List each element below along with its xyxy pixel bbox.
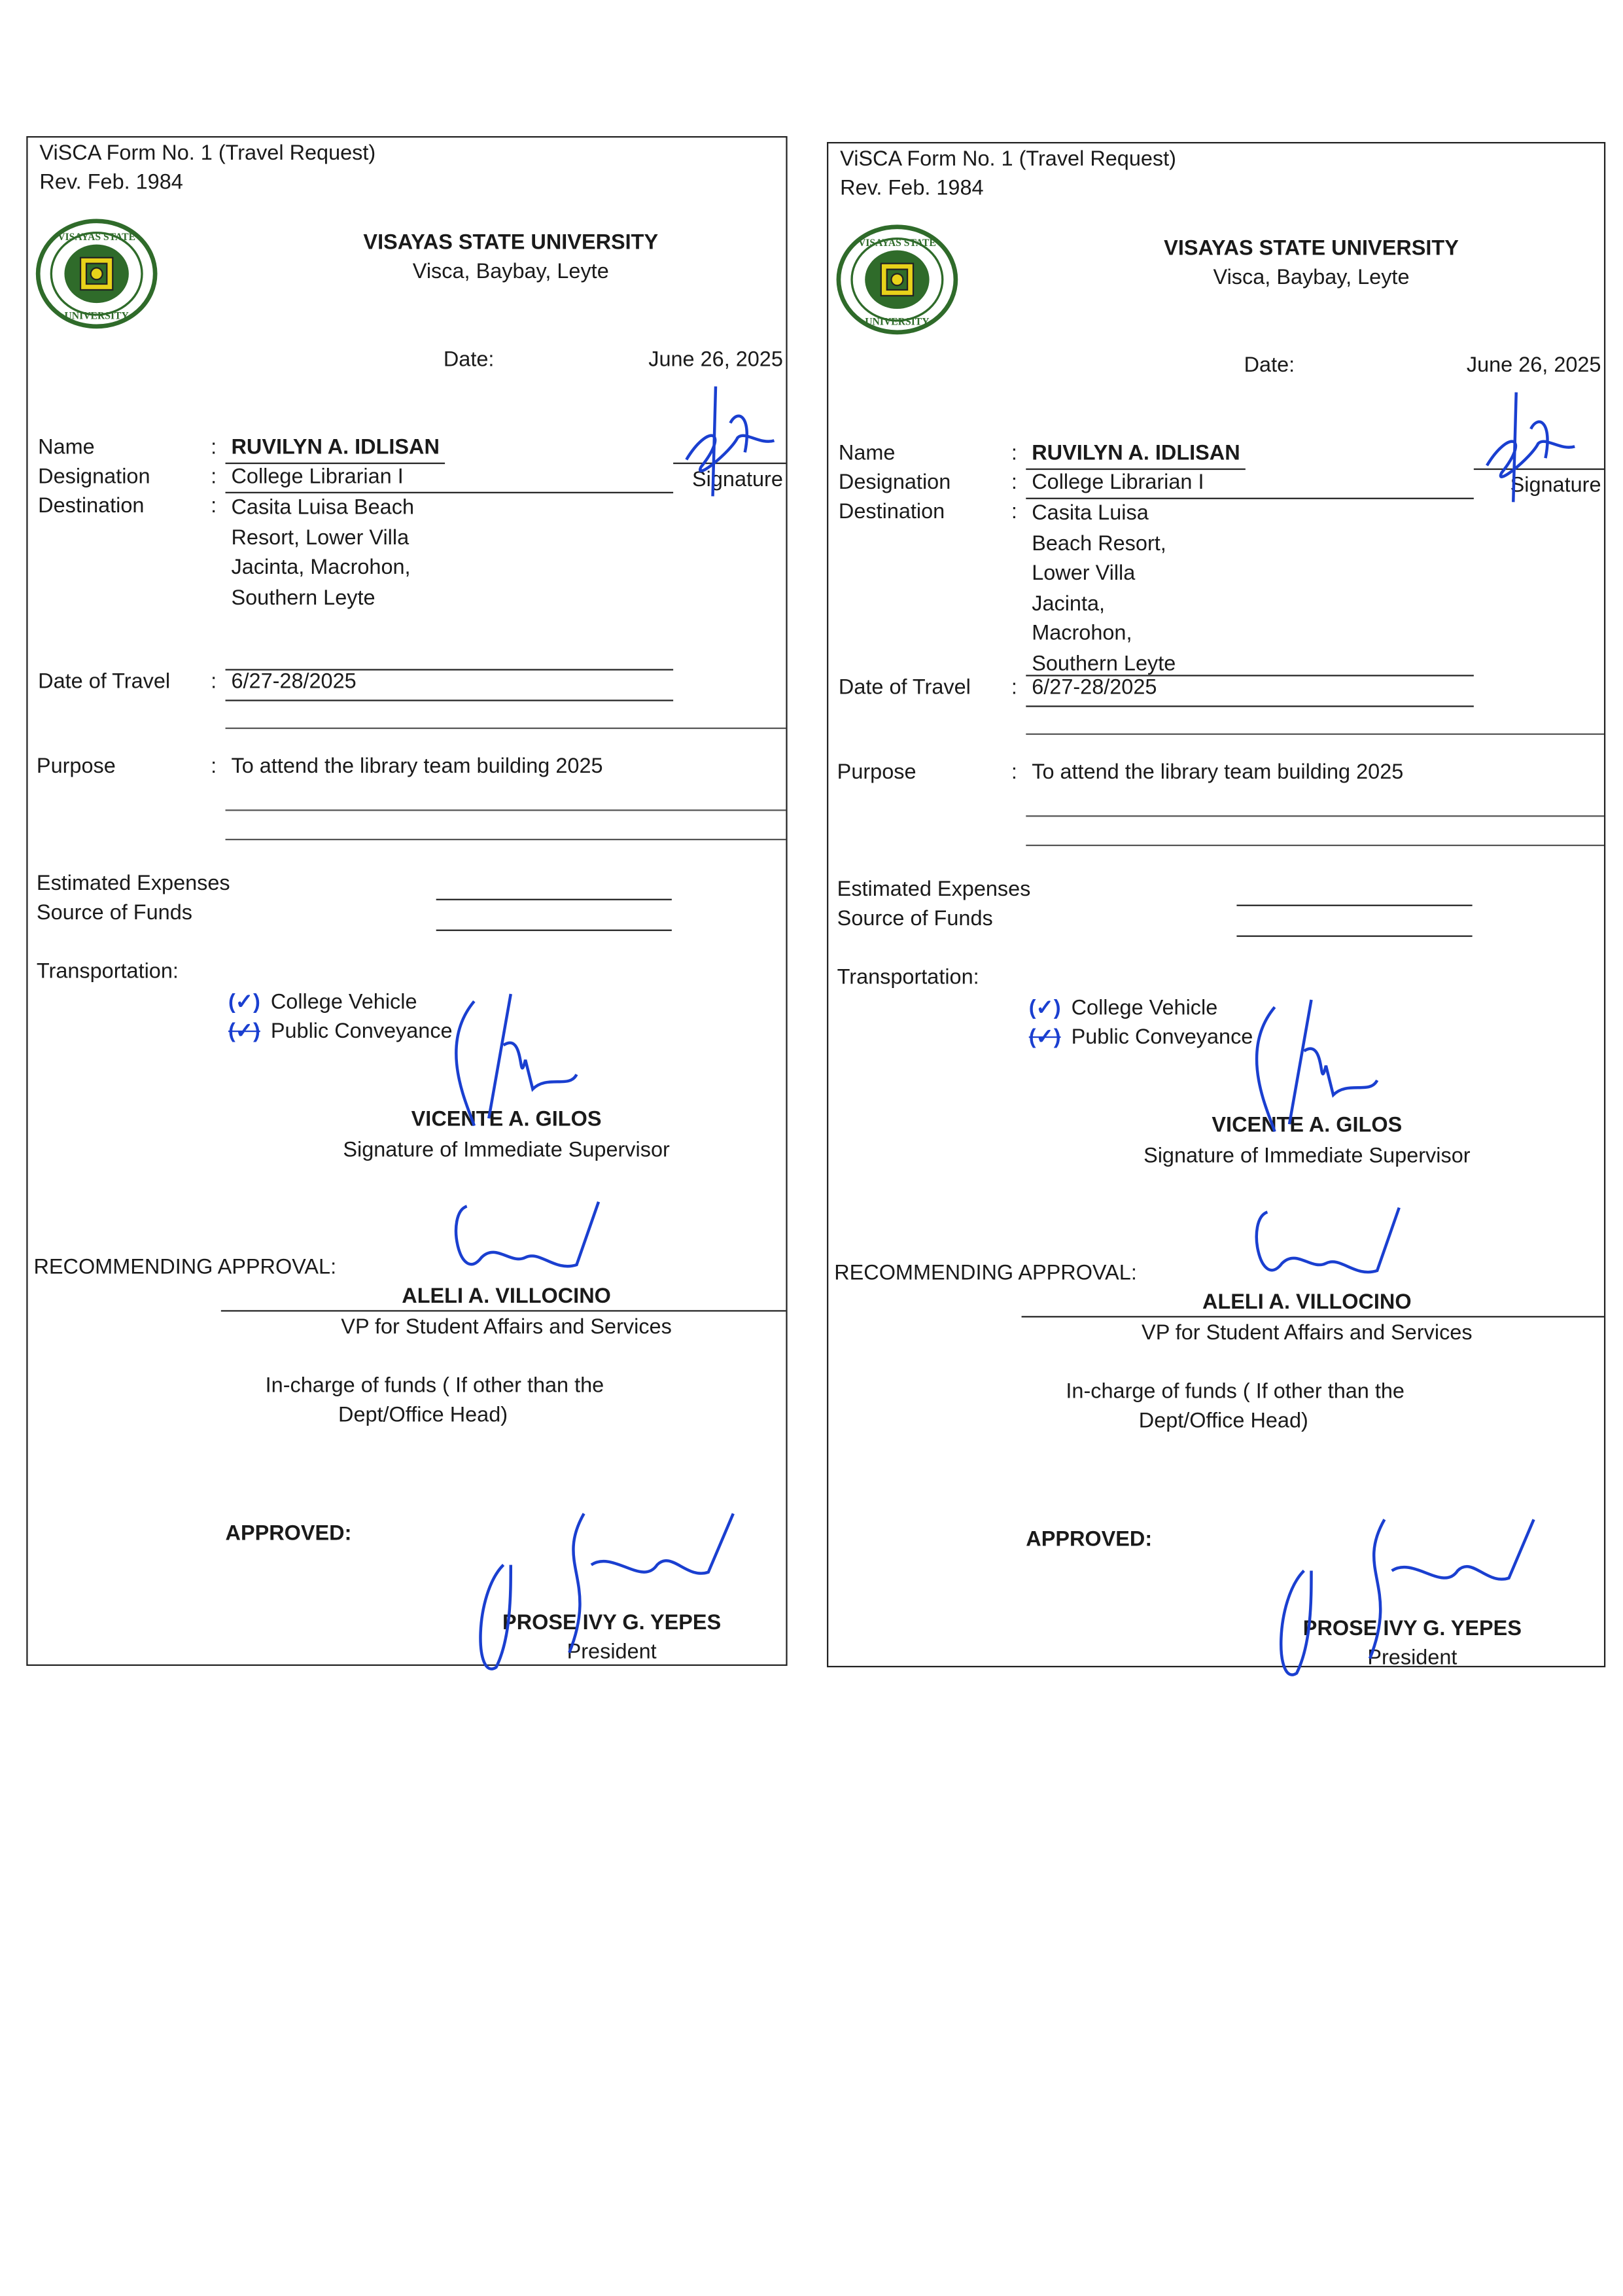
colon: : [211, 436, 217, 460]
form-revision: Rev. Feb. 1984 [39, 171, 183, 195]
svg-text:VISAYAS STATE: VISAYAS STATE [58, 231, 136, 243]
form-revision: Rev. Feb. 1984 [840, 177, 984, 201]
vp-signature-line [1022, 1316, 1604, 1317]
president-name: PROSE IVY G. YEPES [1302, 1617, 1522, 1641]
incharge-note: Dept/Office Head) [338, 1404, 508, 1428]
destination-line: Macrohon, [1032, 622, 1132, 646]
funds-label: Source of Funds [837, 908, 993, 931]
svg-text:UNIVERSITY: UNIVERSITY [865, 316, 930, 328]
name-value: RUVILYN A. IDLISAN [1032, 442, 1240, 466]
funds-label: Source of Funds [36, 902, 192, 925]
date-value: June 26, 2025 [1466, 354, 1601, 378]
travel-date-value: 6/27-28/2025 [231, 670, 357, 694]
university-address: Visca, Baybay, Leyte [1213, 266, 1410, 290]
colon: : [1011, 471, 1017, 495]
date-value: June 26, 2025 [648, 348, 783, 372]
destination-line: Casita Luisa [1032, 502, 1149, 526]
expenses-label: Estimated Expenses [36, 872, 230, 896]
approved-label: APPROVED: [225, 1522, 352, 1546]
president-title: President [1367, 1646, 1457, 1670]
travel-date-underline [1026, 705, 1474, 707]
form-number: ViSCA Form No. 1 (Travel Request) [39, 142, 376, 166]
approved-label: APPROVED: [1026, 1528, 1153, 1552]
signature-line [1474, 468, 1604, 470]
purpose-label: Purpose [837, 761, 916, 785]
designation-label: Designation [38, 465, 150, 489]
incharge-note: In-charge of funds ( If other than the [265, 1374, 604, 1398]
destination-line: Jacinta, [1032, 592, 1106, 616]
divider [1026, 733, 1604, 735]
destination-value [1032, 499, 1176, 679]
destination-line: Southern Leyte [231, 586, 375, 610]
date-label: Date: [443, 348, 495, 372]
funds-field [1236, 936, 1472, 937]
name-value: RUVILYN A. IDLISAN [231, 436, 440, 460]
university-seal-logo [35, 218, 158, 329]
designation-value: College Librarian I [231, 465, 404, 489]
public-conveyance-checkbox: (✓) [228, 1020, 260, 1044]
vp-name: ALELI A. VILLOCINO [402, 1285, 611, 1309]
destination-line: Lower Villa [1032, 562, 1136, 586]
colon: : [211, 495, 217, 518]
colon: : [211, 465, 217, 489]
colon: : [1011, 442, 1017, 466]
president-title: President [567, 1640, 657, 1665]
signature-label: Signature [692, 468, 783, 492]
expenses-field [1236, 905, 1472, 906]
name-label: Name [838, 442, 896, 466]
destination-line: Southern Leyte [1032, 652, 1176, 676]
vp-name: ALELI A. VILLOCINO [1202, 1291, 1412, 1315]
colon: : [1011, 761, 1017, 785]
colon: : [211, 670, 217, 694]
college-vehicle-label: College Vehicle [1071, 997, 1218, 1021]
college-vehicle-checkbox: (✓) [1028, 997, 1061, 1021]
recommending-approval-label: RECOMMENDING APPROVAL: [33, 1256, 337, 1280]
transportation-label: Transportation: [837, 966, 979, 990]
purpose-line [1026, 845, 1604, 846]
destination-line: Resort, Lower Villa [231, 526, 410, 550]
college-vehicle-label: College Vehicle [270, 991, 417, 1015]
travel-date-label: Date of Travel [38, 670, 171, 694]
incharge-note: Dept/Office Head) [1138, 1409, 1308, 1434]
public-conveyance-label: Public Conveyance [1071, 1026, 1253, 1050]
university-name: VISAYAS STATE UNIVERSITY [363, 231, 659, 255]
purpose-value: To attend the library team building 2025 [231, 755, 603, 779]
expenses-field [436, 899, 672, 900]
vp-title: VP for Student Affairs and Services [1142, 1322, 1473, 1345]
university-name: VISAYAS STATE UNIVERSITY [1164, 237, 1459, 261]
designation-value: College Librarian I [1032, 471, 1204, 495]
destination-label: Destination [38, 495, 145, 518]
designation-label: Designation [838, 471, 951, 495]
president-name: PROSE IVY G. YEPES [502, 1612, 722, 1635]
recommending-approval-label: RECOMMENDING APPROVAL: [834, 1262, 1137, 1286]
purpose-line [226, 809, 786, 811]
expenses-label: Estimated Expenses [837, 878, 1031, 902]
travel-date-value: 6/27-28/2025 [1032, 676, 1157, 700]
college-vehicle-checkbox: (✓) [228, 991, 260, 1015]
date-label: Date: [1244, 354, 1295, 378]
travel-request-form [827, 142, 1605, 1670]
signature-line [673, 463, 786, 464]
university-address: Visca, Baybay, Leyte [412, 260, 609, 285]
colon: : [1011, 501, 1017, 524]
svg-text:UNIVERSITY: UNIVERSITY [64, 310, 129, 322]
supervisor-title: Signature of Immediate Supervisor [1143, 1144, 1471, 1169]
transportation-label: Transportation: [36, 960, 179, 984]
purpose-line [226, 839, 786, 840]
funds-field [436, 930, 672, 931]
purpose-label: Purpose [36, 755, 116, 779]
vp-title: VP for Student Affairs and Services [341, 1316, 672, 1340]
vp-signature-line [221, 1310, 786, 1311]
supervisor-title: Signature of Immediate Supervisor [343, 1139, 670, 1163]
colon: : [1011, 676, 1017, 700]
destination-label: Destination [838, 501, 945, 524]
public-conveyance-label: Public Conveyance [270, 1020, 453, 1044]
supervisor-name: VICENTE A. GILOS [1212, 1114, 1403, 1138]
signature-label: Signature [1510, 474, 1601, 498]
travel-request-form [26, 136, 787, 1666]
incharge-note: In-charge of funds ( If other than the [1066, 1380, 1405, 1404]
supervisor-name: VICENTE A. GILOS [411, 1108, 602, 1132]
public-conveyance-checkbox: (✓) [1028, 1026, 1061, 1050]
divider [226, 728, 786, 729]
purpose-line [1026, 815, 1604, 817]
svg-text:VISAYAS STATE: VISAYAS STATE [858, 237, 936, 249]
form-number: ViSCA Form No. 1 (Travel Request) [840, 147, 1176, 171]
destination-line: Jacinta, Macrohon, [231, 556, 411, 580]
travel-date-label: Date of Travel [838, 676, 971, 700]
university-seal-logo [835, 224, 958, 335]
travel-date-underline [226, 699, 674, 701]
destination-value [231, 493, 414, 613]
purpose-value: To attend the library team building 2025 [1032, 761, 1404, 785]
colon: : [211, 755, 217, 779]
name-label: Name [38, 436, 95, 460]
destination-line: Casita Luisa Beach [231, 496, 414, 520]
destination-line: Beach Resort, [1032, 532, 1166, 556]
